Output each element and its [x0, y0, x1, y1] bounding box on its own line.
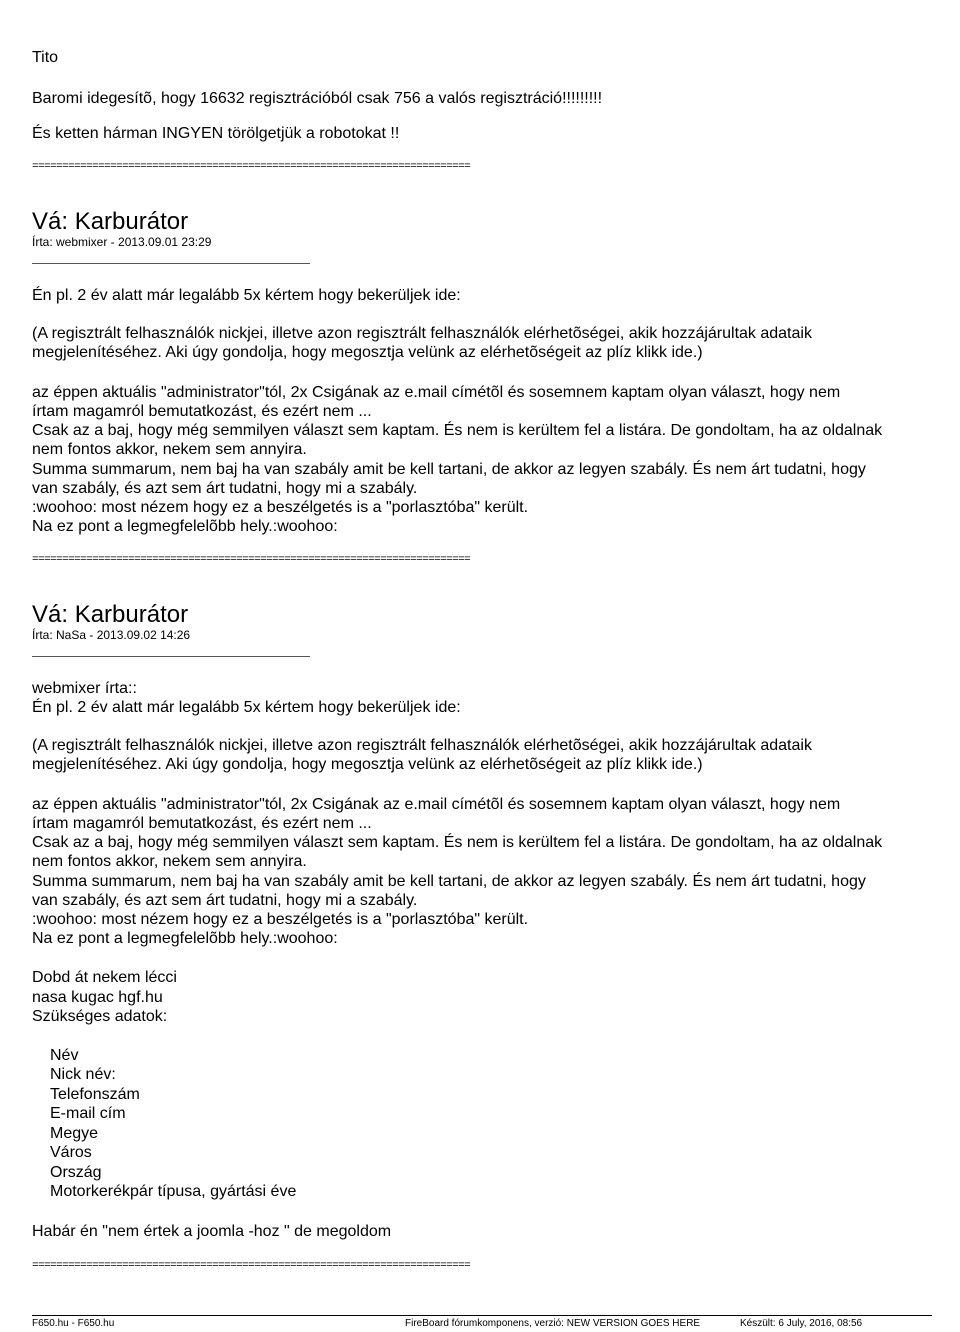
list-item: Motorkerékpár típusa, gyártási éve — [50, 1183, 297, 1200]
footer-site: F650.hu - F650.hu — [32, 1318, 115, 1329]
page-footer — [32, 1318, 932, 1330]
post-meta: Írta: webmixer - 2013.09.01 23:29 — [32, 235, 212, 249]
quote-text-line: Én pl. 2 év alatt már legalább 5x kértem hogy bekerüljek ide: — [32, 699, 461, 716]
post-author: Tito — [32, 49, 59, 66]
list-item: E-mail cím — [50, 1105, 126, 1122]
quote-text-line: nem fontos akkor, nekem sem annyira. — [32, 853, 307, 870]
post-text-line: Dobd át nekem lécci — [32, 969, 177, 986]
post-rule — [32, 656, 310, 657]
post-title: Vá: Karburátor — [32, 208, 189, 235]
quote-text-line: írtam magamról bemutatkozást, és ezért nem ... — [32, 815, 372, 832]
post-text-line: Én pl. 2 év alatt már legalább 5x kértem hogy bekerüljek ide: — [32, 287, 461, 304]
post-text-line: :woohoo: most nézem hogy ez a beszélgetés is a "porlasztóba" került. — [32, 499, 529, 516]
footer-date: Készült: 6 July, 2016, 08:56 — [740, 1318, 863, 1329]
separator: ========================================================================= — [32, 554, 471, 566]
post-rule — [32, 263, 310, 264]
quote-text-line: Csak az a baj, hogy még semmilyen választ sem kaptam. És nem is kerültem fel a listára. De gondoltam, ha az oldalnak — [32, 834, 883, 851]
list-item: Ország — [50, 1164, 102, 1181]
post-text-line: az éppen aktuális "administrator"tól, 2x Csigának az e.mail címétõl és sosemnem kaptam olyan választ, hogy nem — [32, 384, 841, 401]
list-item: Megye — [50, 1125, 99, 1142]
post-text-line: Na ez pont a legmegfelelõbb hely.:woohoo: — [32, 518, 338, 535]
quote-text-line: Summa summarum, nem baj ha van szabály amit be kell tartani, de akkor az legyen szabály. És nem árt tudatni, hogy — [32, 873, 866, 890]
post-meta: Írta: NaSa - 2013.09.02 14:26 — [32, 628, 191, 642]
list-item: Nick név: — [50, 1066, 116, 1083]
post-text-line: (A regisztrált felhasználók nickjei, illetve azon regisztrált felhasználók elérhetõségei, akik hozzájárultak adataik — [32, 325, 812, 342]
post-text-line: van szabály, és azt sem árt tudatni, hogy mi a szabály. — [32, 480, 418, 497]
quote-text-line: (A regisztrált felhasználók nickjei, illetve azon regisztrált felhasználók elérhetõségei, akik hozzájárultak adataik — [32, 737, 812, 754]
post-text-line: És ketten hárman INGYEN törölgetjük a robotokat !! — [32, 125, 400, 142]
quote-text-line: Na ez pont a legmegfelelõbb hely.:woohoo: — [32, 930, 338, 947]
separator: ========================================================================= — [32, 1260, 471, 1272]
footer-component: FireBoard fórumkomponens, verzió: NEW VERSION GOES HERE — [405, 1318, 701, 1329]
post-title: Vá: Karburátor — [32, 601, 189, 628]
list-item: Név — [50, 1047, 79, 1064]
post-text-line: Habár én "nem értek a joomla -hoz " de megoldom — [32, 1223, 392, 1240]
post-text-line: nem fontos akkor, nekem sem annyira. — [32, 441, 307, 458]
post-text-line: Summa summarum, nem baj ha van szabály amit be kell tartani, de akkor az legyen szabály. És nem árt tudatni, hogy — [32, 461, 866, 478]
list-item: Város — [50, 1144, 92, 1161]
post-text-line: írtam magamról bemutatkozást, és ezért nem ... — [32, 403, 372, 420]
quote-text-line: :woohoo: most nézem hogy ez a beszélgetés is a "porlasztóba" került. — [32, 911, 529, 928]
separator: ========================================================================= — [32, 161, 471, 173]
post-text-line: nasa kugac hgf.hu — [32, 989, 163, 1006]
post-text-line: Csak az a baj, hogy még semmilyen választ sem kaptam. És nem is kerültem fel a listára. De gondoltam, ha az oldalnak — [32, 422, 883, 439]
quote-text-line: megjelenítéséhez. Aki úgy gondolja, hogy megosztja velünk az elérhetõségeit az plíz klikk ide.) — [32, 756, 703, 773]
quote-text-line: az éppen aktuális "administrator"tól, 2x Csigának az e.mail címétõl és sosemnem kaptam olyan választ, hogy nem — [32, 796, 841, 813]
post-text-line: Baromi idegesítõ, hogy 16632 regisztrációból csak 756 a valós regisztráció!!!!!!!!! — [32, 90, 603, 107]
post-text-line: megjelenítéséhez. Aki úgy gondolja, hogy megosztja velünk az elérhetõségeit az plíz klikk ide.) — [32, 344, 703, 361]
quote-text-line: van szabály, és azt sem árt tudatni, hogy mi a szabály. — [32, 892, 418, 909]
quote-header: webmixer írta:: — [32, 680, 137, 697]
list-item: Telefonszám — [50, 1086, 140, 1103]
post-text-line: Szükséges adatok: — [32, 1008, 168, 1025]
footer-rule — [32, 1315, 932, 1316]
